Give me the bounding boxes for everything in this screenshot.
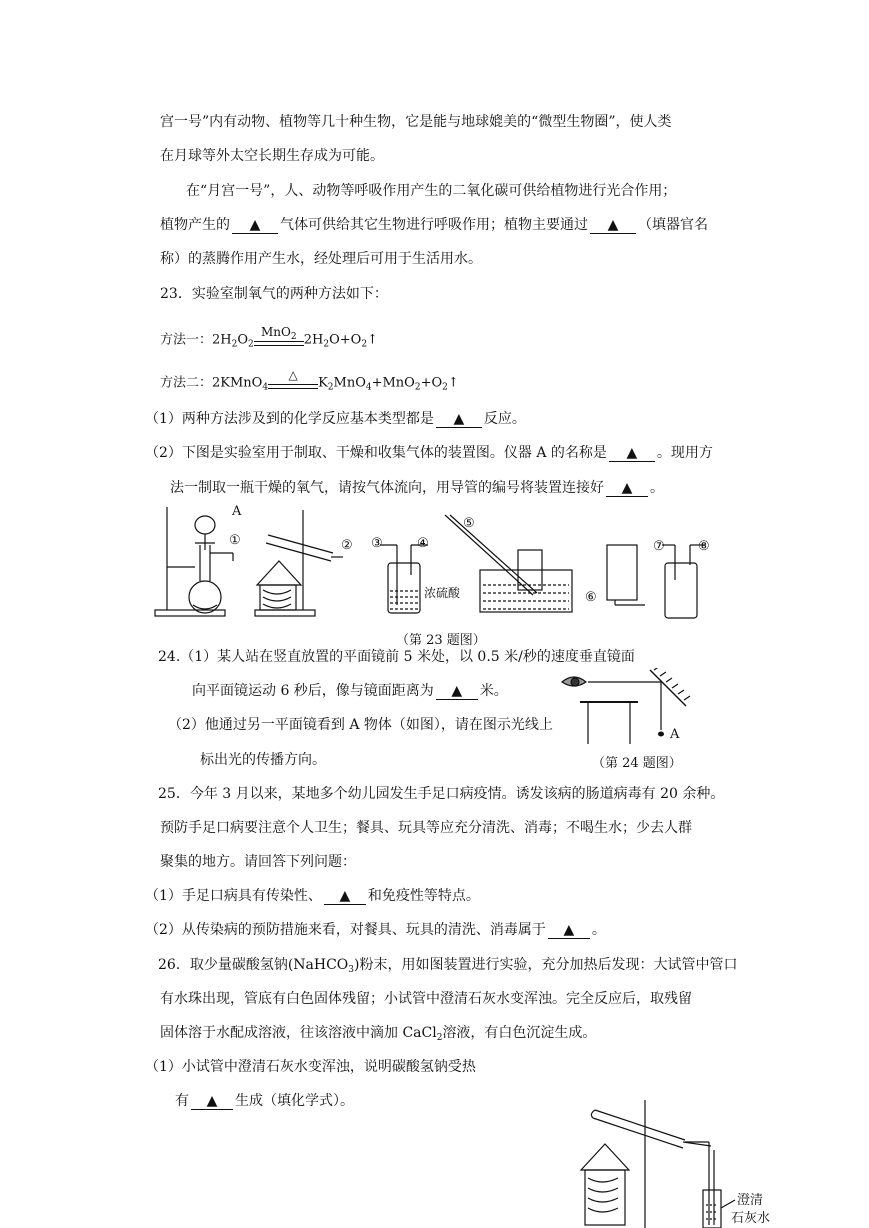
q26-line-1: 26．取少量碳酸氢钠(NaHCO$_3$)粉末，用如图装置进行实验，充分加热后发现：大试管中管口 — [158, 957, 738, 975]
plane-mirror — [650, 670, 686, 706]
q25-sub-1: （1）手足口病具有传染性、 ▲ 和免疫性等特点。 — [145, 888, 480, 904]
answer-blank[interactable]: ▲ — [590, 217, 636, 234]
answer-blank[interactable]: ▲ — [606, 480, 648, 497]
reaction-arrow: △ — [268, 373, 318, 393]
answer-blank[interactable]: ▲ — [232, 217, 278, 234]
alcohol-lamp — [581, 1144, 629, 1170]
para2-line-2: 植物产生的 ▲ 气体可供给其它生物进行呼吸作用；植物主要通过 ▲ （填器官名 — [160, 217, 708, 233]
large-test-tube — [595, 1110, 685, 1140]
q23-sub-2-cont: 法一制取一瓶干燥的氧气，请按气体流向，用导管的编号将装置连接好 ▲ 。 — [170, 480, 664, 496]
q24-line-4: 标出光的传播方向。 — [200, 752, 326, 768]
q23-apparatus-figure — [145, 505, 735, 630]
para2-line-3: 称）的蒸腾作用产生水，经处理后可用于生活用水。 — [160, 251, 482, 267]
label-7: ⑦ — [653, 539, 665, 554]
answer-blank[interactable]: ▲ — [548, 922, 590, 939]
q25-line-3: 聚集的地方。请回答下列问题： — [160, 854, 356, 870]
answer-blank[interactable]: ▲ — [324, 888, 366, 905]
q24-caption: （第 24 题图） — [592, 756, 682, 771]
intro-line-1: 宫一号”内有动物、植物等几十种生物，它是能与地球媲美的“微型生物圈”，使人类 — [160, 114, 672, 130]
label-clear: 澄清 — [737, 1193, 764, 1208]
answer-blank[interactable]: ▲ — [436, 683, 478, 700]
q23-method-1: 方法一：$2H_2O_2$ MnO$_2$ $2H_2O+O_2↑$ — [160, 325, 378, 350]
label-4: ④ — [417, 536, 429, 551]
q25-sub-2: （2）从传染病的预防措施来看，对餐具、玩具的清洗、消毒属于 ▲ 。 — [145, 922, 606, 938]
label-3: ③ — [371, 536, 383, 551]
q25-line-2: 预防手足口病要注意个人卫生；餐具、玩具等应充分清洗、消毒；不喝生水；少去人群 — [160, 820, 692, 836]
label-1: ① — [229, 533, 241, 548]
label-8: ⑧ — [698, 539, 710, 554]
q23-method-2: 方法二：2KMnO$_4$ △ $K_2MnO_4+MnO_2+O_2↑$ — [160, 368, 459, 393]
q26-line-3: 固体溶于水配成溶液，往该溶液中滴加 CaCl$_2$溶液，有白色沉淀生成。 — [160, 1025, 597, 1043]
label-limewater: 石灰水 — [731, 1211, 771, 1226]
intro-line-2: 在月球等外太空长期生存成为可能。 — [160, 148, 384, 164]
para2-line-1: 在“月宫一号”，人、动物等呼吸作用产生的二氧化碳可供给植物进行光合作用； — [186, 183, 677, 199]
object-A — [658, 732, 664, 737]
q23-caption: （第 23 题图） — [396, 633, 486, 648]
label-6: ⑥ — [585, 590, 597, 605]
label-2: ② — [341, 538, 353, 553]
answer-blank[interactable]: ▲ — [191, 1093, 233, 1110]
small-test-tube — [703, 1190, 721, 1228]
q24-mirror-figure — [558, 668, 693, 748]
stand-base — [155, 610, 225, 616]
reaction-arrow: MnO$_2$ — [254, 330, 304, 350]
q26-line-2: 有水珠出现，管底有白色固体残留；小试管中澄清石灰水变浑浊。完全反应后，取残留 — [160, 991, 692, 1007]
answer-blank[interactable]: ▲ — [609, 445, 655, 462]
separatory-funnel — [195, 516, 215, 534]
answer-blank[interactable]: ▲ — [436, 411, 482, 428]
q23-sub-1: （1）两种方法涉及到的化学反应基本类型都是 ▲ 反应。 — [145, 411, 526, 427]
q26-sub-1-cont: 有 ▲ 生成（填化学式）。 — [175, 1093, 354, 1109]
label-A: A — [670, 727, 680, 742]
label-A: A — [232, 505, 242, 519]
q24-line-3: （2）他通过另一平面镜看到 A 物体（如图），请在图示光线上 — [168, 717, 553, 733]
q23-stem: 23．实验室制氧气的两种方法如下： — [160, 286, 388, 302]
q24-line-1: 24.（1）某人站在竖直放置的平面镜前 5 米处，以 0.5 米/秒的速度垂直镜面 — [158, 649, 635, 665]
label-concentrated-sulfuric-acid: 浓硫酸 — [424, 586, 461, 600]
q26-heating-apparatus-figure — [575, 1080, 785, 1228]
label-5: ⑤ — [463, 516, 475, 531]
q25-line-1: 25．今年 3 月以来，某地多个幼儿园发生手足口病疫情。诱发该病的肠道病毒有 20 余种。 — [158, 786, 725, 802]
q23-sub-2: （2）下图是实验室用于制取、干燥和收集气体的装置图。仪器 A 的名称是 ▲ 。现用方 — [145, 445, 713, 461]
q26-sub-1: （1）小试管中澄清石灰水变浑浊，说明碳酸氢钠受热 — [145, 1059, 476, 1075]
q24-line-2: 向平面镜运动 6 秒后，像与镜面距离为 ▲ 米。 — [192, 683, 508, 699]
